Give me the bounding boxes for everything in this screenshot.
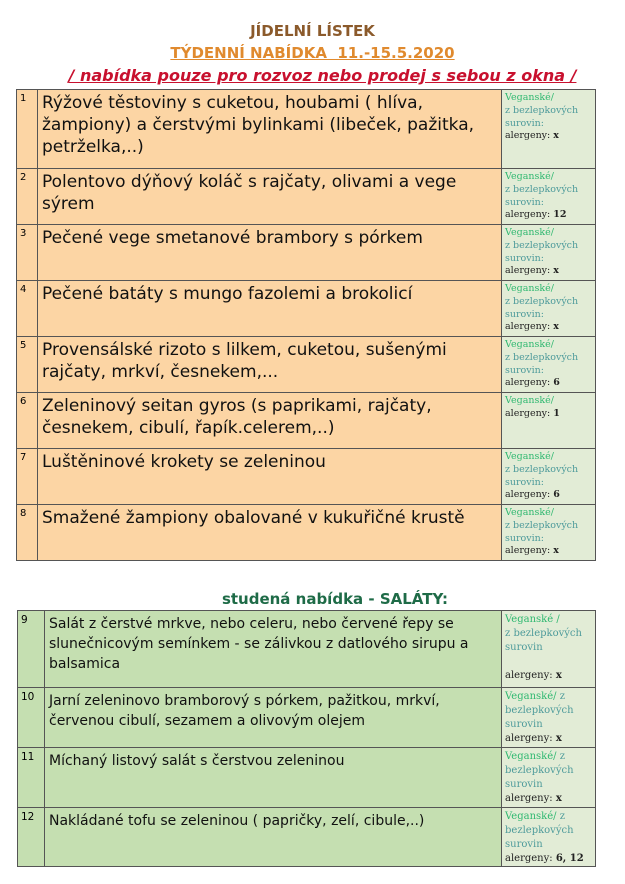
diet-info — [502, 393, 596, 449]
vegan-label: Veganské/ — [505, 691, 557, 702]
item-number: 10 — [18, 688, 45, 748]
diet-info — [502, 225, 596, 281]
allergens-value: x — [555, 793, 562, 804]
table-row — [17, 449, 596, 505]
dish-name: Luštěninové krokety se zeleninou — [38, 449, 502, 505]
diet-info — [502, 688, 596, 748]
vegan-label: Veganské/ — [505, 751, 557, 762]
gluten-free-label: z bezlepkových surovin: — [505, 239, 579, 264]
allergens-label: alergeny: — [505, 209, 551, 221]
allergens-value: x — [553, 321, 559, 333]
vegan-label: Veganské/ — [505, 227, 554, 238]
menu-title: JÍDELNÍ LÍSTEK — [250, 22, 375, 40]
table-row — [17, 393, 596, 449]
item-number: 8 — [17, 505, 38, 561]
gluten-free-label: z bezlepkových surovin: — [505, 295, 579, 320]
allergens-value: 6 — [553, 489, 560, 501]
item-number: 11 — [18, 748, 45, 808]
dish-name: Pečené vege smetanové brambory s pórkem — [38, 225, 502, 281]
allergens-value: 12 — [553, 209, 567, 221]
dish-name: Rýžové těstoviny s cuketou, houbami ( hlíva, žampiony) a čerstvými bylinkami (libeček, pažitka, petrželka,..) — [38, 90, 502, 169]
table-row — [18, 808, 596, 867]
dish-name: Zeleninový seitan gyros (s paprikami, rajčaty, česnekem, cibulí, řapík.celerem,..) — [38, 393, 502, 449]
table-row — [17, 225, 596, 281]
allergens-label: alergeny: — [505, 265, 551, 277]
item-number: 4 — [17, 281, 38, 337]
item-number: 3 — [17, 225, 38, 281]
gluten-free-label: z bezlepkových surovin — [505, 751, 574, 790]
salads-heading: studená nabídka - SALÁTY: — [221, 590, 449, 608]
allergens-label: alergeny: — [505, 733, 553, 744]
table-row — [17, 505, 596, 561]
dish-name: Provensálské rizoto s lilkem, cuketou, sušenými rajčaty, mrkví, česnekem,... — [38, 337, 502, 393]
allergens-value: 6 — [553, 377, 560, 389]
diet-info — [502, 449, 596, 505]
allergens-label: alergeny: — [505, 407, 551, 419]
vegan-label: Veganské/ — [505, 171, 554, 182]
allergens-label: alergeny: — [505, 321, 551, 333]
vegan-label: Veganské/ — [505, 395, 554, 406]
item-number: 12 — [18, 808, 45, 867]
allergens-label: alergeny: — [505, 793, 553, 804]
vegan-label: Veganské/ — [505, 451, 554, 462]
allergens-label: alergeny: — [505, 670, 553, 681]
table-row — [18, 748, 596, 808]
gluten-free-label: z bezlepkových surovin — [505, 811, 574, 850]
table-row — [18, 611, 596, 688]
dish-name: Smažené žampiony obalované v kukuřičné krustě — [38, 505, 502, 561]
allergens-value: x — [555, 733, 562, 744]
allergens-label: alergeny: — [505, 545, 551, 557]
gluten-free-label: z bezlepkových surovin: — [505, 519, 579, 544]
allergens-value: 1 — [553, 407, 560, 419]
diet-info — [502, 808, 596, 867]
allergens-label: alergeny: — [505, 377, 551, 389]
item-number: 7 — [17, 449, 38, 505]
diet-info — [502, 505, 596, 561]
diet-info — [502, 90, 596, 169]
hot-menu-table — [16, 89, 596, 561]
delivery-note: / nabídka pouze pro rozvoz nebo prodej s sebou z okna / — [68, 66, 577, 85]
gluten-free-label: z bezlepkových surovin: — [505, 183, 579, 208]
item-number: 9 — [18, 611, 45, 688]
allergens-value: x — [553, 130, 559, 142]
diet-info — [502, 748, 596, 808]
item-number: 6 — [17, 393, 38, 449]
gluten-free-label: z bezlepkových surovin: — [505, 351, 579, 376]
dish-name: Salát z čerstvé mrkve, nebo celeru, nebo červené řepy se slunečnicovým semínkem - se zálivkou z datlového sirupu a balsamica — [45, 611, 502, 688]
dish-name: Míchaný listový salát s čerstvou zeleninou — [45, 748, 502, 808]
item-number: 1 — [17, 90, 38, 169]
diet-info — [502, 337, 596, 393]
diet-info — [502, 281, 596, 337]
salads-table — [17, 610, 596, 867]
table-row — [18, 688, 596, 748]
allergens-label: alergeny: — [505, 489, 551, 501]
table-row — [17, 281, 596, 337]
allergens-value: x — [555, 670, 562, 681]
dish-name: Nakládané tofu se zeleninou ( papričky, zelí, cibule,..) — [45, 808, 502, 867]
allergens-value: x — [553, 545, 559, 557]
gluten-free-label: z bezlepkových surovin: — [505, 104, 579, 129]
table-row — [17, 169, 596, 225]
gluten-free-label: z bezlepkových surovin: — [505, 463, 579, 488]
week-offer-title: TÝDENNÍ NABÍDKA 11.-15.5.2020 — [170, 44, 455, 62]
allergens-value: x — [553, 265, 559, 277]
table-row — [17, 90, 596, 169]
diet-info — [502, 611, 596, 688]
gluten-free-label: z bezlepkových surovin — [505, 628, 582, 653]
vegan-label: Veganské/ — [505, 283, 554, 294]
vegan-label: Veganské/ — [505, 92, 554, 103]
dish-name: Polentovo dýňový koláč s rajčaty, olivami a vege sýrem — [38, 169, 502, 225]
allergens-label: alergeny: — [505, 130, 551, 142]
vegan-label: Veganské / — [505, 614, 560, 625]
vegan-label: Veganské/ — [505, 507, 554, 518]
item-number: 5 — [17, 337, 38, 393]
dish-name: Jarní zeleninovo bramborový s pórkem, pažitkou, mrkví, červenou cibulí, sezamem a olivovým olejem — [45, 688, 502, 748]
vegan-label: Veganské/ — [505, 811, 557, 822]
gluten-free-label: z bezlepkových surovin — [505, 691, 574, 730]
allergens-label: alergeny: — [505, 853, 553, 864]
item-number: 2 — [17, 169, 38, 225]
diet-info — [502, 169, 596, 225]
allergens-value: 6, 12 — [555, 853, 584, 864]
vegan-label: Veganské/ — [505, 339, 554, 350]
table-row — [17, 337, 596, 393]
dish-name: Pečené batáty s mungo fazolemi a brokolicí — [38, 281, 502, 337]
